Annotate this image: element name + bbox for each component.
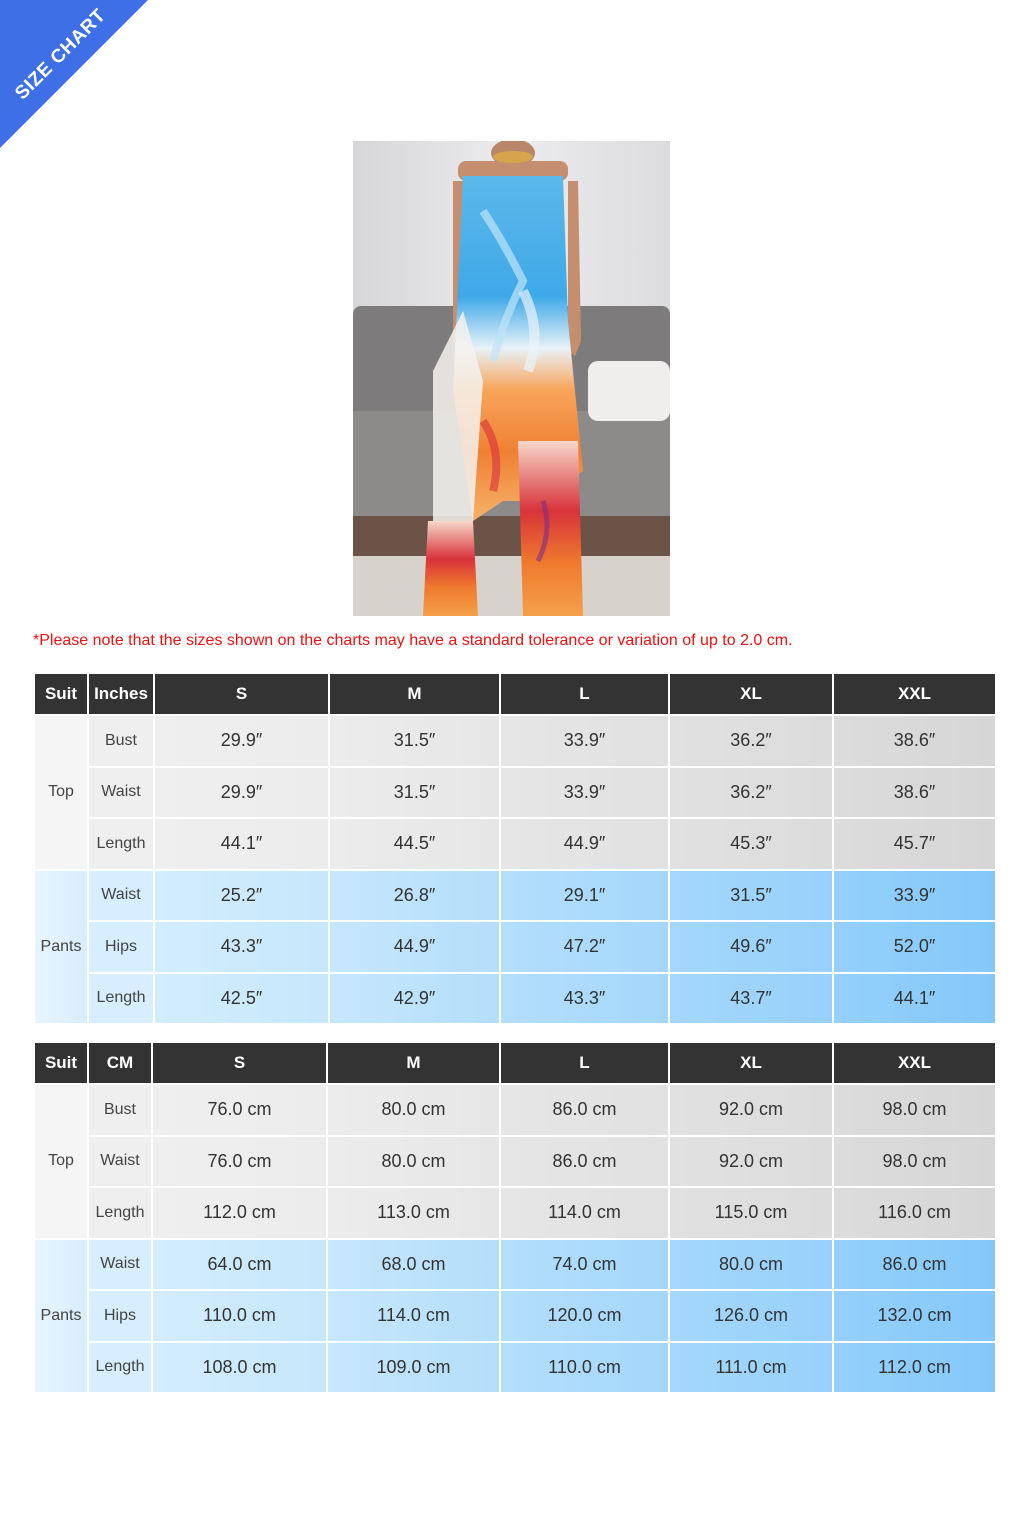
table-row [35, 1291, 995, 1341]
size-table-cm [33, 1041, 997, 1394]
size-cell: 80.0 cm [328, 1085, 499, 1135]
table-row [35, 1137, 995, 1187]
metric-label: Length [89, 1343, 151, 1393]
metric-label: Waist [89, 1137, 151, 1187]
size-cell: 29.9″ [155, 716, 328, 766]
banner-triangle [0, 0, 148, 148]
size-cell: 80.0 cm [670, 1240, 832, 1290]
size-cell: 126.0 cm [670, 1291, 832, 1341]
size-cell: 49.6″ [670, 922, 832, 972]
size-cell: 31.5″ [670, 871, 832, 921]
size-cell: 36.2″ [670, 768, 832, 818]
size-cell: 33.9″ [501, 768, 668, 818]
size-cell: 29.1″ [501, 871, 668, 921]
header-size-m: M [330, 674, 499, 714]
size-cell: 108.0 cm [153, 1343, 326, 1393]
size-cell: 92.0 cm [670, 1085, 832, 1135]
size-cell: 38.6″ [834, 716, 995, 766]
tolerance-note: *Please note that the sizes shown on the charts may have a standard tolerance or variation of up to 2.0 cm. [33, 632, 793, 649]
header-size-l: L [501, 1043, 668, 1083]
product-photo-illustration [353, 141, 670, 616]
header-size-l: L [501, 674, 668, 714]
size-cell: 47.2″ [501, 922, 668, 972]
size-cell: 114.0 cm [501, 1188, 668, 1238]
size-table-inches [33, 672, 997, 1025]
size-cell: 42.5″ [155, 974, 328, 1024]
header-size-m: M [328, 1043, 499, 1083]
metric-label: Hips [89, 1291, 151, 1341]
header-unit: CM [89, 1043, 151, 1083]
size-cell: 31.5″ [330, 768, 499, 818]
metric-label: Bust [89, 1085, 151, 1135]
table-row [35, 974, 995, 1024]
metric-label: Length [89, 1188, 151, 1238]
metric-label: Waist [89, 871, 153, 921]
size-cell: 45.7″ [834, 819, 995, 869]
size-cell: 44.5″ [330, 819, 499, 869]
group-label-top: Top [35, 1085, 87, 1238]
size-cell: 44.9″ [501, 819, 668, 869]
size-cell: 110.0 cm [153, 1291, 326, 1341]
header-row [35, 674, 995, 714]
size-cell: 44.9″ [330, 922, 499, 972]
size-cell: 43.3″ [155, 922, 328, 972]
table-row [35, 871, 995, 921]
size-cell: 92.0 cm [670, 1137, 832, 1187]
size-cell: 110.0 cm [501, 1343, 668, 1393]
header-size-s: S [153, 1043, 326, 1083]
size-cell: 98.0 cm [834, 1085, 995, 1135]
size-cell: 113.0 cm [328, 1188, 499, 1238]
size-cell: 115.0 cm [670, 1188, 832, 1238]
size-cell: 86.0 cm [501, 1085, 668, 1135]
table-row [35, 922, 995, 972]
header-size-s: S [155, 674, 328, 714]
table-row [35, 1343, 995, 1393]
size-cell: 112.0 cm [834, 1343, 995, 1393]
table-row [35, 819, 995, 869]
size-cell: 76.0 cm [153, 1137, 326, 1187]
header-size-xl: XL [670, 1043, 832, 1083]
size-cell: 76.0 cm [153, 1085, 326, 1135]
size-cell: 44.1″ [155, 819, 328, 869]
size-cell: 86.0 cm [501, 1137, 668, 1187]
size-cell: 86.0 cm [834, 1240, 995, 1290]
banner-label: SIZE CHART [11, 5, 111, 105]
size-cell: 114.0 cm [328, 1291, 499, 1341]
size-chart-corner-banner [0, 0, 150, 150]
metric-label: Waist [89, 1240, 151, 1290]
metric-label: Length [89, 819, 153, 869]
size-cell: 42.9″ [330, 974, 499, 1024]
table-row [35, 1240, 995, 1290]
size-cell: 36.2″ [670, 716, 832, 766]
size-cell: 38.6″ [834, 768, 995, 818]
group-label-pants: Pants [35, 1240, 87, 1393]
size-cell: 116.0 cm [834, 1188, 995, 1238]
size-cell: 120.0 cm [501, 1291, 668, 1341]
size-cell: 132.0 cm [834, 1291, 995, 1341]
size-cell: 111.0 cm [670, 1343, 832, 1393]
header-row [35, 1043, 995, 1083]
size-cell: 80.0 cm [328, 1137, 499, 1187]
metric-label: Hips [89, 922, 153, 972]
table-row [35, 1085, 995, 1135]
header-suit: Suit [35, 1043, 87, 1083]
size-cell: 26.8″ [330, 871, 499, 921]
size-cell: 52.0″ [834, 922, 995, 972]
group-label-top: Top [35, 716, 87, 869]
header-size-xxl: XXL [834, 674, 995, 714]
size-cell: 31.5″ [330, 716, 499, 766]
size-cell: 33.9″ [501, 716, 668, 766]
group-label-pants: Pants [35, 871, 87, 1024]
size-cell: 98.0 cm [834, 1137, 995, 1187]
size-cell: 64.0 cm [153, 1240, 326, 1290]
size-cell: 29.9″ [155, 768, 328, 818]
metric-label: Length [89, 974, 153, 1024]
size-cell: 112.0 cm [153, 1188, 326, 1238]
size-cell: 25.2″ [155, 871, 328, 921]
header-size-xl: XL [670, 674, 832, 714]
size-cell: 43.3″ [501, 974, 668, 1024]
table-row [35, 716, 995, 766]
metric-label: Waist [89, 768, 153, 818]
table-row [35, 1188, 995, 1238]
size-cell: 74.0 cm [501, 1240, 668, 1290]
product-photo [353, 141, 670, 616]
size-cell: 45.3″ [670, 819, 832, 869]
header-unit: Inches [89, 674, 153, 714]
size-cell: 109.0 cm [328, 1343, 499, 1393]
size-cell: 43.7″ [670, 974, 832, 1024]
metric-label: Bust [89, 716, 153, 766]
table-row [35, 768, 995, 818]
header-size-xxl: XXL [834, 1043, 995, 1083]
size-cell: 68.0 cm [328, 1240, 499, 1290]
size-cell: 33.9″ [834, 871, 995, 921]
size-cell: 44.1″ [834, 974, 995, 1024]
header-suit: Suit [35, 674, 87, 714]
